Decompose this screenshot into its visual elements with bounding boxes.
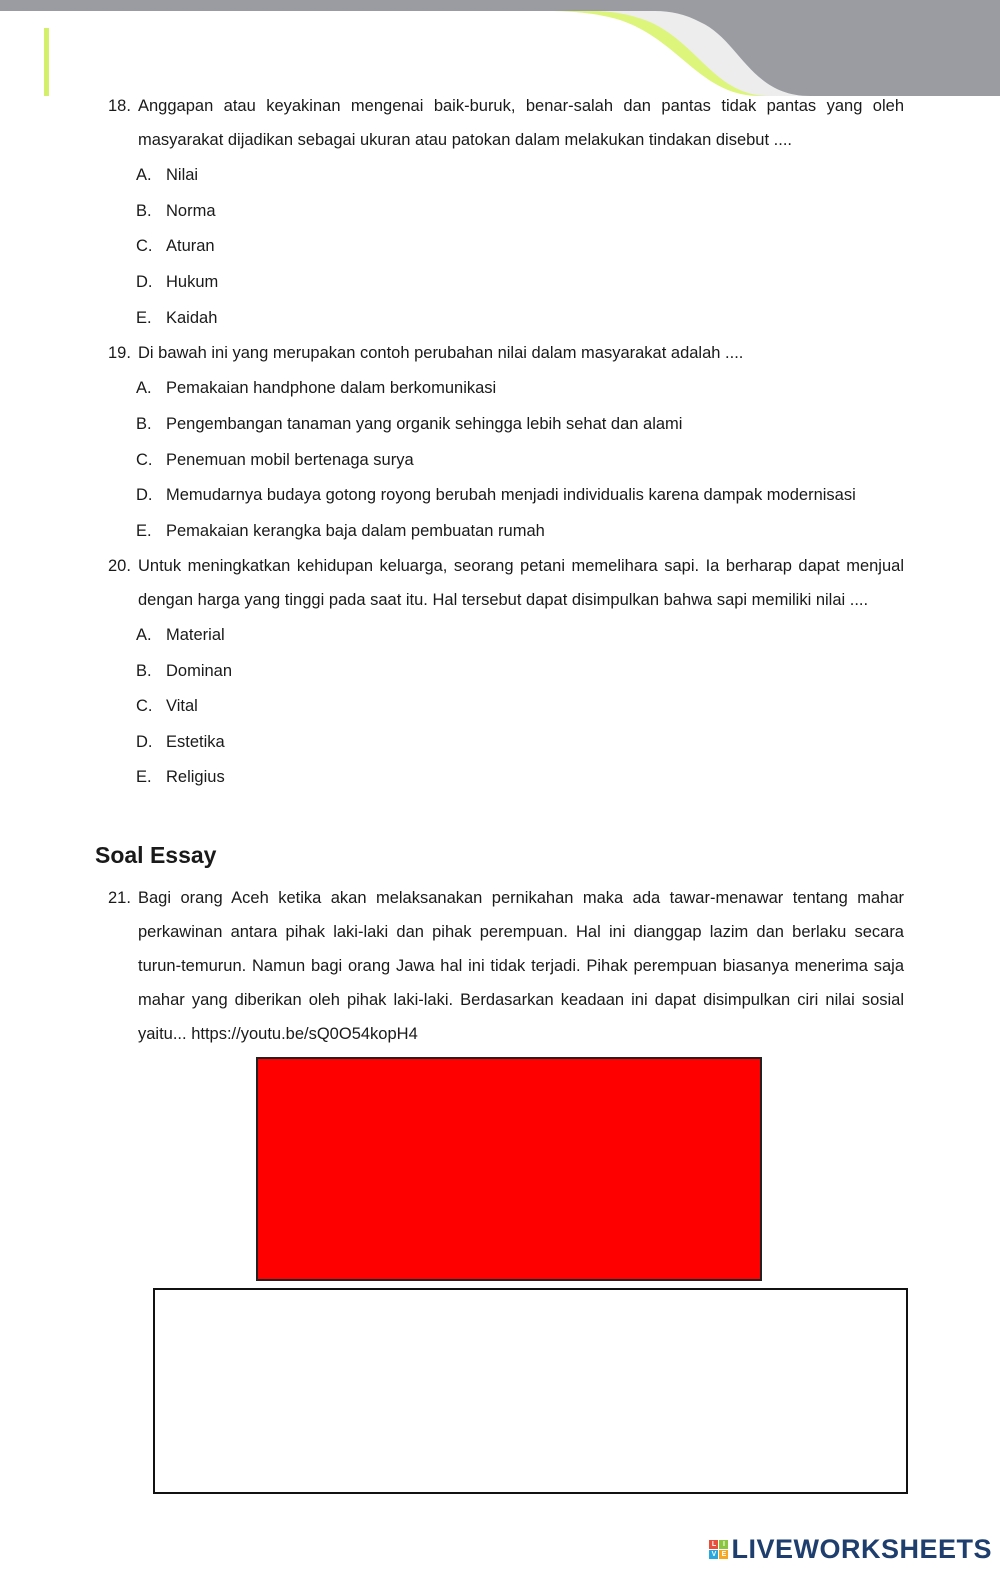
option-letter: B. bbox=[136, 662, 152, 680]
option-20-c bbox=[136, 689, 198, 723]
option-text: Aturan bbox=[166, 237, 215, 255]
question-18 bbox=[108, 89, 904, 157]
option-text: Norma bbox=[166, 202, 216, 220]
question-number: 21. bbox=[108, 889, 131, 907]
accent-bar bbox=[44, 28, 49, 96]
option-letter: E. bbox=[136, 768, 152, 786]
question-number: 19. bbox=[108, 344, 131, 362]
option-text: Pemakaian kerangka baja dalam pembuatan rumah bbox=[166, 522, 545, 540]
option-19-b bbox=[136, 407, 682, 441]
option-18-c bbox=[136, 229, 215, 263]
liveworksheets-logo bbox=[709, 1534, 992, 1564]
question-text: Bagi orang Aceh ketika akan melaksanakan pernikahan maka ada tawar-menawar tentang mahar perkawinan antara pihak laki-laki dan pihak perempuan. Hal ini dianggap lazim dan berlaku secara turun-temurun. Namun bagi orang Jawa hal ini tidak terjadi. Pihak perempuan biasanya menerima saja mahar yang diberikan oleh pihak laki-laki. Berdasarkan keadaan ini dapat disimpulkan ciri nilai sosial yaitu... https://youtu.be/sQ0O54kopH4 bbox=[138, 889, 904, 1043]
option-text: Vital bbox=[166, 697, 198, 715]
option-20-e bbox=[136, 760, 225, 794]
option-20-b bbox=[136, 654, 232, 688]
option-letter: A. bbox=[136, 626, 152, 644]
option-text: Estetika bbox=[166, 733, 225, 751]
option-18-a bbox=[136, 158, 198, 192]
option-text: Religius bbox=[166, 768, 225, 786]
option-text: Nilai bbox=[166, 166, 199, 184]
option-text: Penemuan mobil bertenaga surya bbox=[166, 451, 414, 469]
logo-icon bbox=[709, 1540, 728, 1559]
option-letter: A. bbox=[136, 379, 152, 397]
logo-text: LIVEWORKSHEETS bbox=[731, 1533, 992, 1564]
option-letter: B. bbox=[136, 202, 152, 220]
option-letter: A. bbox=[136, 166, 152, 184]
option-20-a bbox=[136, 618, 225, 652]
option-letter: B. bbox=[136, 415, 152, 433]
option-letter: E. bbox=[136, 522, 152, 540]
option-19-c bbox=[136, 443, 414, 477]
option-text: Material bbox=[166, 626, 225, 644]
question-number: 18. bbox=[108, 97, 131, 115]
option-letter: C. bbox=[136, 451, 153, 469]
section-title: Soal Essay bbox=[95, 842, 217, 868]
option-letter: D. bbox=[136, 733, 153, 751]
option-text: Pengembangan tanaman yang organik sehingga lebih sehat dan alami bbox=[166, 415, 683, 433]
option-19-e bbox=[136, 514, 545, 548]
option-text: Pemakaian handphone dalam berkomunikasi bbox=[166, 379, 497, 397]
question-number: 20. bbox=[108, 557, 131, 575]
option-18-d bbox=[136, 265, 218, 299]
question-21 bbox=[108, 881, 904, 1051]
logo-letter: I bbox=[719, 1540, 728, 1549]
option-letter: C. bbox=[136, 697, 153, 715]
option-19-a bbox=[136, 371, 496, 405]
option-text: Memudarnya budaya gotong royong berubah menjadi individualis karena dampak modernisasi bbox=[166, 486, 856, 504]
header-decoration bbox=[0, 0, 1000, 100]
option-20-d bbox=[136, 725, 225, 759]
option-letter: C. bbox=[136, 237, 153, 255]
logo-letter: E bbox=[719, 1550, 728, 1559]
option-text: Dominan bbox=[166, 662, 233, 680]
option-letter: E. bbox=[136, 309, 152, 327]
question-19 bbox=[108, 336, 904, 370]
question-text: Di bawah ini yang merupakan contoh perubahan nilai dalam masyarakat adalah .... bbox=[138, 344, 744, 362]
option-letter: D. bbox=[136, 273, 153, 291]
option-18-e bbox=[136, 301, 217, 335]
question-text: Untuk meningkatkan kehidupan keluarga, seorang petani memelihara sapi. Ia berharap dapat menjual dengan harga yang tinggi pada saat itu. Hal tersebut dapat disimpulkan bahwa sapi memiliki nilai .... bbox=[138, 557, 904, 609]
logo-letter: V bbox=[709, 1550, 718, 1559]
option-text: Hukum bbox=[166, 273, 219, 291]
question-20 bbox=[108, 549, 904, 617]
red-block bbox=[256, 1057, 762, 1281]
option-19-d bbox=[136, 478, 856, 512]
option-18-b bbox=[136, 194, 216, 228]
question-text: Anggapan atau keyakinan mengenai baik-buruk, benar-salah dan pantas tidak pantas yang oleh masyarakat dijadikan sebagai ukuran atau patokan dalam melakukan tindakan disebut .... bbox=[138, 97, 904, 149]
option-letter: D. bbox=[136, 486, 153, 504]
logo-letter: L bbox=[709, 1540, 718, 1549]
essay-answer-box[interactable] bbox=[153, 1288, 908, 1494]
option-text: Kaidah bbox=[166, 309, 218, 327]
